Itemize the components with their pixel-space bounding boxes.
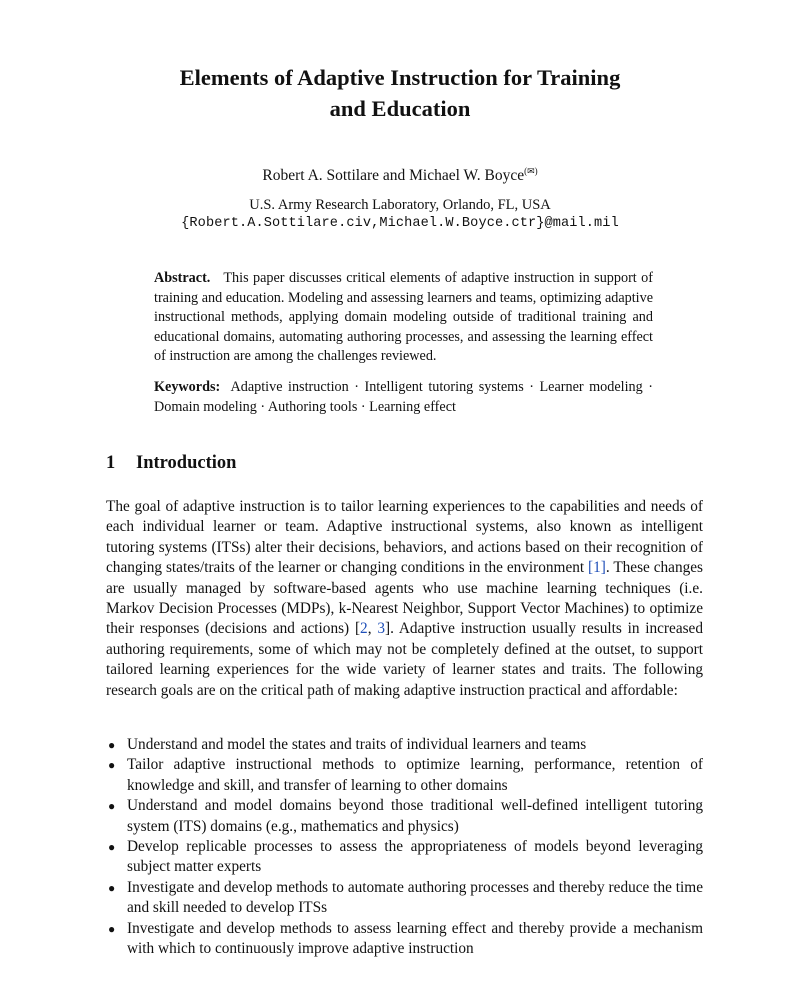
citation-link-2[interactable]: 2 [360, 620, 368, 638]
abstract-label: Abstract. [154, 270, 211, 286]
section-number: 1 [106, 453, 116, 473]
list-item [106, 755, 703, 796]
section-heading [106, 451, 506, 475]
goal-text: Investigate and develop methods to assess learning effect and thereby provide a mechanism with which to continuously improve adaptive instruction [127, 919, 703, 958]
citation-open-bracket: [ [354, 620, 361, 638]
goal-text: Investigate and develop methods to automate authoring processes and thereby reduce the time and skill needed to develop ITSs [127, 878, 703, 917]
bullet-icon: ● [108, 799, 116, 814]
bullet-icon: ● [108, 758, 116, 773]
affiliation: U.S. Army Research Laboratory, Orlando, FL, USA [249, 197, 551, 213]
author-list [150, 161, 650, 186]
corresponding-author-mark: (✉) [524, 166, 538, 176]
bullet-icon: ● [108, 738, 116, 752]
abstract [154, 269, 653, 367]
intro-text-part2: . These changes are usually managed by software-based agents who use machine learning techniques (i.e. Markov Decision Processes (MDPs), k-Nearest Neighbor, Support Vector Machines) to optimize their responses (decisions and actions) [106, 559, 703, 638]
bullet-icon: ● [108, 880, 116, 895]
intro-paragraph [106, 497, 703, 701]
list-item [106, 919, 703, 960]
citation-link-3[interactable]: 3 [377, 620, 385, 638]
citation-separator: , [367, 620, 378, 638]
research-goals-list [106, 735, 703, 959]
keywords [154, 378, 653, 417]
goal-text: Understand and model domains beyond those traditional well-defined intelligent tutoring system (ITS) domains (e.g., mathematics and physics) [127, 797, 703, 835]
citation-link-1[interactable]: [1] [588, 559, 606, 577]
intro-text-part1: The goal of adaptive instruction is to tailor learning experiences to the capabilities and needs of each individual learner or team. Adaptive instructional systems, also known as intelligent tutoring systems (ITSs) alter their decisions, behaviors, and actions based on their recognition of changing states/traits of the learner or changing conditions in the environment [106, 498, 703, 577]
goal-text: Understand and model the states and traits of individual learners and teams [127, 736, 587, 753]
title-line-2: and Education [329, 96, 471, 121]
keywords-label: Keywords: [154, 379, 221, 395]
abstract-text: This paper discusses critical elements of adaptive instruction in support of training and education. Modeling and assessing learners and teams, optimizing adaptive instructional methods, applying domain modeling outside of traditional training and educational domains, automating authoring processes, and assessing the learning effect of instruction are among the challenges reviewed. [154, 270, 653, 365]
list-item [106, 796, 703, 837]
intro-text-part3: . Adaptive instruction usually results in increased authoring requirements, some of which may not be completely defined at the outset, to support tailored learning experiences for the wide variety of learner states and traits. The following research goals are on the critical path of making adaptive instruction practical and affordable: [106, 620, 703, 699]
list-item [106, 878, 703, 919]
email-addresses: {Robert.A.Sottilare.civ,Michael.W.Boyce.ctr}@mail.mil [181, 216, 619, 231]
goal-text: Develop replicable processes to assess the appropriateness of models beyond leveraging subject matter experts [127, 838, 703, 876]
list-item [106, 837, 703, 878]
paper-title [120, 62, 680, 124]
bullet-icon: ● [108, 840, 116, 855]
goal-text: Tailor adaptive instructional methods to optimize learning, performance, retention of knowledge and skill, and transfer of learning to other domains [127, 756, 703, 794]
keywords-text: Adaptive instruction · Intelligent tutoring systems · Learner modeling · Domain modeling · Authoring tools · Learning effect [154, 379, 653, 415]
citation-close-bracket: ] [384, 620, 391, 638]
title-line-1: Elements of Adaptive Instruction for Training [179, 65, 621, 90]
author-names: Robert A. Sottilare and Michael W. Boyce [262, 167, 525, 184]
section-title: Introduction [136, 453, 237, 473]
list-item [106, 735, 703, 755]
bullet-icon: ● [108, 921, 116, 936]
